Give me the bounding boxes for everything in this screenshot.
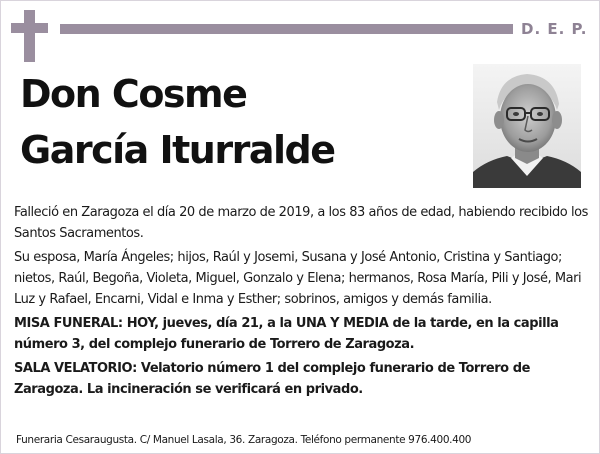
dep-badge: D. E. P. — [521, 20, 588, 38]
family-list: Su esposa, María Ángeles; hijos, Raúl y Josemi, Susana y José Antonio, Cristina y Santiago; nietos, Raúl, Begoña, Violeta, Miguel, Gonzalo y Elena; hermanos, Rosa María, Pili y José, Mari Luz y Rafael, Encarni, Vidal e Inma y Esther; sobrinos, amigos y demás familia. — [14, 250, 582, 307]
header-divider-bar — [60, 24, 513, 34]
name-line-2: García Iturralde — [20, 128, 335, 172]
deceased-name — [20, 66, 470, 178]
funeral-home-footer: Funeraria Cesaraugusta. C/ Manuel Lasala, 36. Zaragoza. Teléfono permanente 976.400.400 — [16, 434, 472, 446]
cross-horizontal — [11, 23, 48, 33]
death-announcement: Falleció en Zaragoza el día 20 de marzo de 2019, a los 83 años de edad, habiendo recibido los Santos Sacramentos. — [14, 205, 588, 241]
obituary-body — [14, 202, 588, 403]
name-line-1: Don Cosme — [20, 72, 247, 116]
portrait-photo — [473, 64, 581, 188]
portrait-image — [473, 64, 581, 188]
cross-vertical — [24, 10, 35, 62]
wake-room-info: SALA VELATORIO: Velatorio número 1 del complejo funerario de Torrero de Zaragoza. La incineración se verificará en privado. — [14, 361, 530, 397]
funeral-mass-info: MISA FUNERAL: HOY, jueves, día 21, a la UNA Y MEDIA de la tarde, en la capilla número 3, del complejo funerario de Torrero de Zaragoza. — [14, 316, 559, 352]
